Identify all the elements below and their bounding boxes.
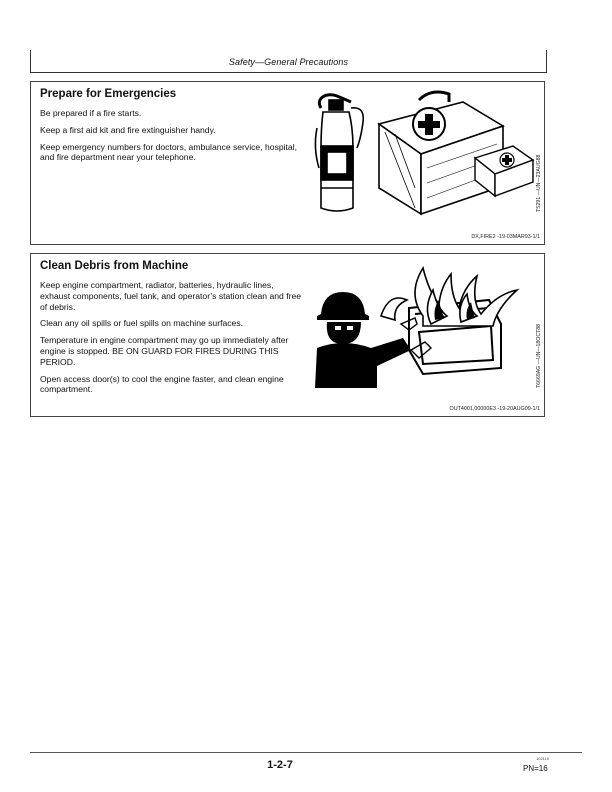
page-number: 1-2-7: [267, 759, 293, 771]
reference-code: DX,FIRE2 -19-03MAR93-1/1: [471, 234, 540, 240]
section-prepare-for-emergencies: [30, 81, 545, 245]
paragraph: Keep emergency numbers for doctors, ambulance service, hospital, and fire department near your telephone.: [40, 141, 297, 163]
section-title: Prepare for Emergencies: [40, 88, 177, 100]
section-body: [40, 280, 302, 401]
section-title: Clean Debris from Machine: [40, 260, 189, 272]
section-body: [40, 108, 302, 169]
reference-code: OUT4001,00000E3 -19-20AUG09-1/1: [449, 406, 540, 412]
paragraph: Keep a first aid kit and fire extinguisher handy.: [40, 124, 216, 135]
pn-label: PN=16: [523, 764, 548, 773]
footer-rule: [30, 752, 582, 753]
paragraph: Temperature in engine compartment may go up immediately after engine is stopped. BE ON GUARD FOR FIRES DURING THIS PERIOD.: [40, 335, 289, 367]
figure-code: TS291 —UN—23AUG88: [536, 154, 542, 212]
paragraph: Keep engine compartment, radiator, batteries, hydraulic lines, exhaust components, fuel tank, and operator’s station clean and free of debris.: [40, 280, 302, 312]
first-aid-kit-and-extinguisher-icon: [307, 88, 539, 216]
paragraph: Be prepared if a fire starts.: [40, 108, 142, 118]
paragraph: Open access door(s) to cool the engine faster, and clean engine compartment.: [40, 373, 284, 395]
paragraph: Clean any oil spills or fuel spills on machine surfaces.: [40, 318, 244, 329]
section-clean-debris-from-machine: [30, 253, 545, 417]
worker-engine-fire-icon: [311, 264, 541, 388]
header-rule-bottom: [30, 72, 547, 73]
running-head: Safety—General Precautions: [228, 57, 349, 67]
figure-code: T6669AG —UN—18OCT88: [536, 323, 542, 388]
date-code: 102110: [536, 756, 550, 761]
